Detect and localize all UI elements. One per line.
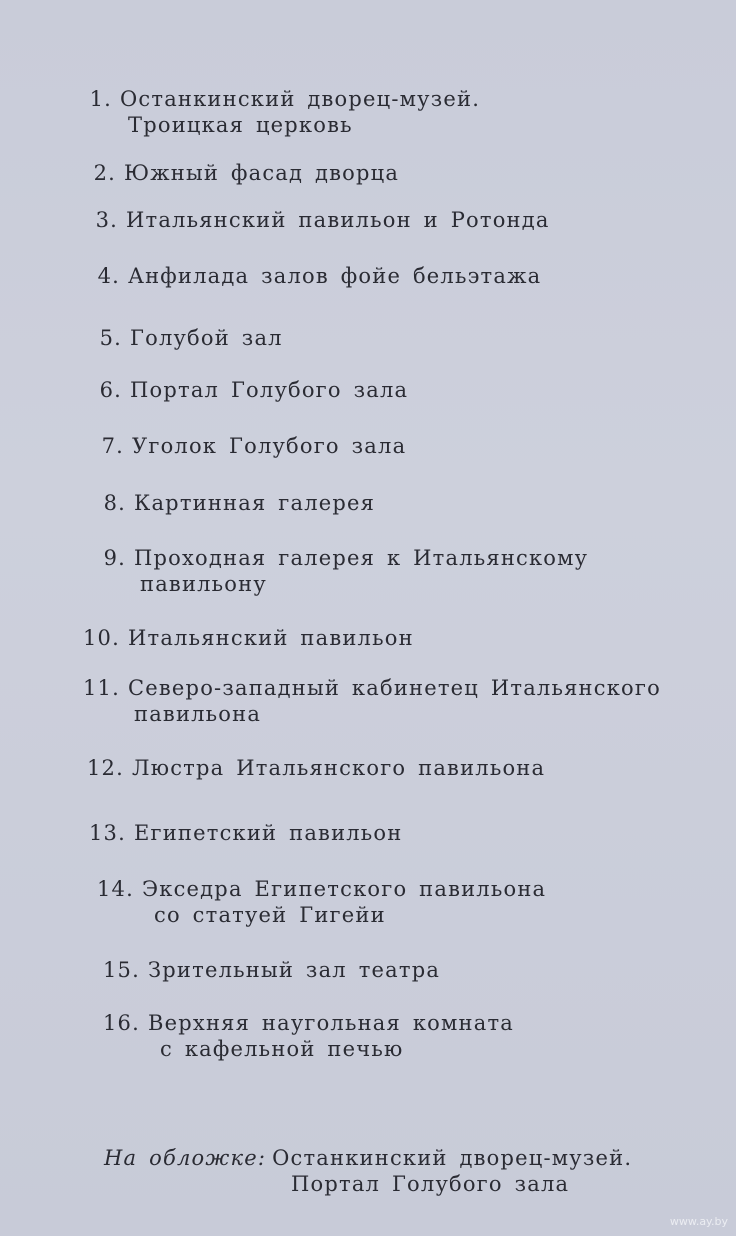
item-title: Итальянский павильон xyxy=(128,626,414,650)
item-number: 7. xyxy=(101,434,124,458)
list-item xyxy=(78,160,399,186)
item-number: 9. xyxy=(103,546,126,570)
item-title: Анфилада залов фойе бельэтажа xyxy=(128,264,542,288)
item-number: 14. xyxy=(97,877,134,901)
list-item xyxy=(82,625,414,651)
item-number: 10. xyxy=(83,626,120,650)
list-item xyxy=(88,545,588,597)
list-item xyxy=(84,377,408,403)
list-item xyxy=(80,207,550,233)
item-title: Верхняя наугольная комната xyxy=(148,1011,515,1035)
list-item xyxy=(84,325,283,351)
item-title-continued: с кафельной печью xyxy=(160,1037,404,1061)
cover-line-continued: Портал Голубого зала xyxy=(291,1172,570,1196)
item-number: 11. xyxy=(83,676,120,700)
cover-line: Останкинский дворец-музей. xyxy=(272,1146,633,1170)
item-number: 6. xyxy=(99,378,122,402)
list-item xyxy=(82,263,541,289)
item-title: Уголок Голубого зала xyxy=(132,434,407,458)
item-number: 12. xyxy=(87,756,124,780)
item-title: Зрительный зал театра xyxy=(148,958,441,982)
item-number: 2. xyxy=(93,161,116,185)
list-item xyxy=(88,490,375,516)
list-item xyxy=(74,86,480,138)
item-title-continued: павильону xyxy=(140,572,267,596)
item-title: Портал Голубого зала xyxy=(130,378,409,402)
list-item xyxy=(96,876,546,928)
item-title-continued: павильона xyxy=(134,702,262,726)
watermark: www.ay.by xyxy=(669,1215,728,1228)
item-title: Голубой зал xyxy=(130,326,283,350)
list-item xyxy=(88,820,402,846)
list-item xyxy=(82,675,661,727)
item-number: 3. xyxy=(95,208,118,232)
item-title-continued: со статуей Гигейи xyxy=(154,903,386,927)
item-title: Северо-западный кабинетец Итальянского xyxy=(128,676,661,700)
item-title: Люстра Итальянского павильона xyxy=(132,756,546,780)
cover-label: На обложке: xyxy=(104,1146,267,1170)
list-item xyxy=(86,433,406,459)
item-title-continued: Троицкая церковь xyxy=(128,113,353,137)
item-title: Итальянский павильон и Ротонда xyxy=(126,208,550,232)
cover-caption xyxy=(104,1145,632,1197)
list-item xyxy=(86,755,545,781)
list-item xyxy=(102,1010,514,1062)
item-number: 13. xyxy=(89,821,126,845)
item-title: Южный фасад дворца xyxy=(124,161,400,185)
item-number: 4. xyxy=(97,264,120,288)
item-number: 8. xyxy=(103,491,126,515)
item-number: 16. xyxy=(103,1011,140,1035)
item-number: 15. xyxy=(103,958,140,982)
item-title: Картинная галерея xyxy=(134,491,376,515)
item-title: Египетский павильон xyxy=(134,821,403,845)
item-title: Проходная галерея к Итальянскому xyxy=(134,546,589,570)
item-title: Останкинский дворец-музей. xyxy=(120,87,481,111)
list-item xyxy=(102,957,440,983)
item-number: 5. xyxy=(99,326,122,350)
item-title: Экседра Египетского павильона xyxy=(142,877,547,901)
item-number: 1. xyxy=(89,87,112,111)
